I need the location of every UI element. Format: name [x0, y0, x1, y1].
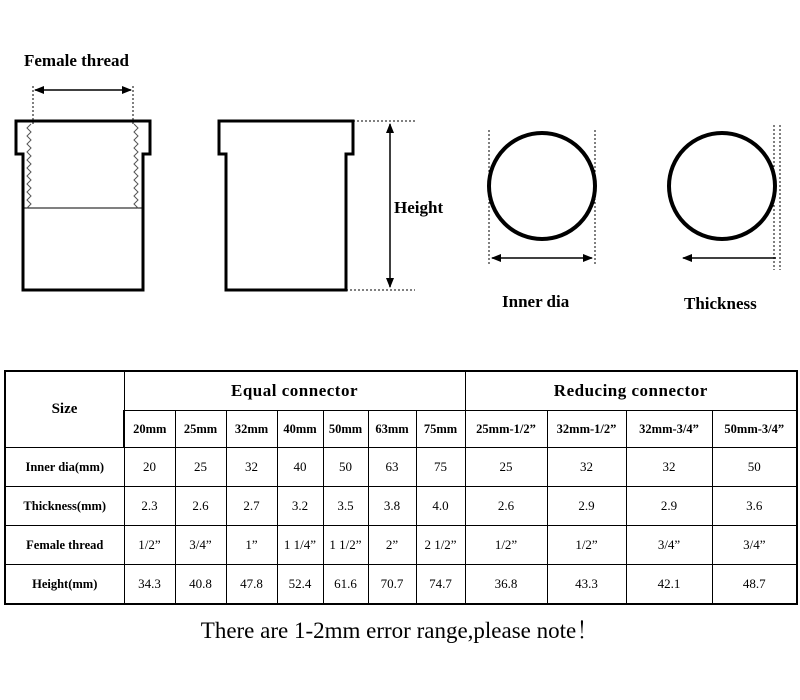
table-cell: 1/2” — [465, 526, 547, 565]
thread-left — [27, 124, 31, 208]
spec-table — [4, 370, 798, 605]
height-label: Height — [394, 198, 444, 217]
size-cell: 20mm — [124, 411, 175, 448]
size-cell: 40mm — [277, 411, 323, 448]
reducing-connector-header: Reducing connector — [465, 371, 797, 411]
table-cell: 2.6 — [465, 487, 547, 526]
table-cell: 4.0 — [416, 487, 465, 526]
table-cell: 1 1/2” — [323, 526, 368, 565]
table-cell: 3/4” — [626, 526, 712, 565]
table-row — [5, 565, 797, 605]
table-cell: 3.8 — [368, 487, 416, 526]
size-row — [5, 411, 797, 448]
table-cell: 75 — [416, 448, 465, 487]
table-cell: 40.8 — [175, 565, 226, 605]
table-cell: 3.5 — [323, 487, 368, 526]
table-cell: 20 — [124, 448, 175, 487]
table-cell: 25 — [465, 448, 547, 487]
size-cell: 32mm-1/2” — [547, 411, 626, 448]
table-cell: 43.3 — [547, 565, 626, 605]
table-cell: 1 1/4” — [277, 526, 323, 565]
table-cell: 2” — [368, 526, 416, 565]
row-header: Inner dia(mm) — [5, 448, 124, 487]
size-cell: 63mm — [368, 411, 416, 448]
table-cell: 40 — [277, 448, 323, 487]
size-header: Size — [5, 371, 124, 448]
table-cell: 61.6 — [323, 565, 368, 605]
threaded-connector-drawing — [16, 86, 150, 290]
thickness-drawing — [669, 125, 780, 270]
table-cell: 42.1 — [626, 565, 712, 605]
size-cell: 50mm-3/4” — [712, 411, 797, 448]
table-cell: 2.3 — [124, 487, 175, 526]
table-cell: 32 — [547, 448, 626, 487]
size-cell: 75mm — [416, 411, 465, 448]
table-cell: 1/2” — [547, 526, 626, 565]
table-row — [5, 487, 797, 526]
table-cell: 48.7 — [712, 565, 797, 605]
error-range-note: There are 1-2mm error range,please note！ — [200, 618, 600, 643]
table-cell: 3/4” — [712, 526, 797, 565]
row-header: Thickness(mm) — [5, 487, 124, 526]
table-cell: 36.8 — [465, 565, 547, 605]
table-cell: 50 — [323, 448, 368, 487]
size-cell: 50mm — [323, 411, 368, 448]
size-cell: 25mm — [175, 411, 226, 448]
thickness-label: Thickness — [684, 294, 757, 313]
table-cell: 1/2” — [124, 526, 175, 565]
table-cell: 74.7 — [416, 565, 465, 605]
table-cell: 63 — [368, 448, 416, 487]
table-cell: 34.3 — [124, 565, 175, 605]
table-cell: 1” — [226, 526, 277, 565]
row-header: Height(mm) — [5, 565, 124, 605]
table-cell: 32 — [226, 448, 277, 487]
thread-right — [134, 124, 138, 208]
table-cell: 25 — [175, 448, 226, 487]
table-cell: 32 — [626, 448, 712, 487]
table-cell: 2.6 — [175, 487, 226, 526]
size-cell: 25mm-1/2” — [465, 411, 547, 448]
table-cell: 3.6 — [712, 487, 797, 526]
table-cell: 47.8 — [226, 565, 277, 605]
female-thread-label: Female thread — [24, 51, 129, 70]
table-cell: 52.4 — [277, 565, 323, 605]
table-cell: 3.2 — [277, 487, 323, 526]
inner-dia-drawing — [489, 130, 595, 265]
table-cell: 2.9 — [547, 487, 626, 526]
inner-dia-label: Inner dia — [502, 292, 570, 311]
table-cell: 70.7 — [368, 565, 416, 605]
table-cell: 2.9 — [626, 487, 712, 526]
size-cell: 32mm-3/4” — [626, 411, 712, 448]
table-cell: 3/4” — [175, 526, 226, 565]
equal-connector-header: Equal connector — [124, 371, 465, 411]
table-row — [5, 448, 797, 487]
table-cell: 2 1/2” — [416, 526, 465, 565]
size-cell: 32mm — [226, 411, 277, 448]
plain-connector-drawing — [219, 121, 415, 290]
table-row — [5, 526, 797, 565]
row-header: Female thread — [5, 526, 124, 565]
table-cell: 2.7 — [226, 487, 277, 526]
table-cell: 50 — [712, 448, 797, 487]
